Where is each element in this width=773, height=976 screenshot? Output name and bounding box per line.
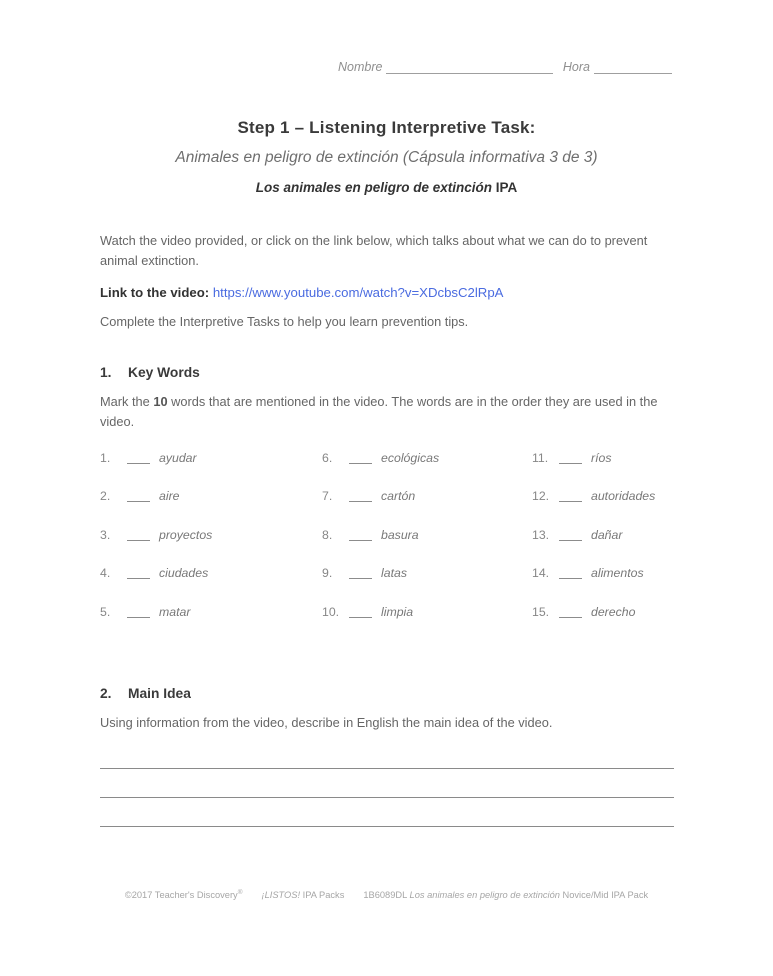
unit-title-suffix: IPA [492,180,518,195]
main-idea-heading-label: Main Idea [128,686,191,702]
answer-blank [349,528,372,541]
key-word-item [532,449,674,488]
main-idea-answer-area [100,740,674,827]
unit-title [0,180,773,195]
answer-blank [349,605,372,618]
writing-line [100,798,674,827]
answer-blank [127,528,150,541]
key-word-item [322,487,532,526]
key-word-item [532,487,674,526]
key-word-number: 4. [100,566,111,581]
main-idea-heading [100,686,674,701]
key-word-number: 15. [532,604,550,619]
key-words-instructions [100,392,674,433]
product-suffix: Novice/Mid IPA Pack [559,890,649,901]
name-hora-row [338,60,672,74]
answer-blank [349,489,372,502]
answer-blank [127,566,150,579]
page-footer [0,889,773,900]
key-word-item [100,487,322,526]
nombre-label: Nombre [338,60,383,74]
key-word-text: latas [381,566,407,581]
key-words-heading [100,365,674,380]
key-words-grid [100,449,674,642]
key-words-heading-label: Key Words [128,364,200,380]
key-word-text: aire [159,489,180,504]
key-words-column-3 [532,449,674,642]
key-word-number: 8. [322,527,333,542]
key-word-text: ciudades [159,566,209,581]
key-word-number: 6. [322,450,333,465]
key-word-text: matar [159,604,191,619]
instructions-bold-count: 10 [153,393,168,409]
key-word-text: limpia [381,604,414,619]
key-word-number: 2. [100,489,111,504]
answer-blank [559,566,582,579]
key-word-text: autoridades [591,489,656,504]
answer-blank [349,451,372,464]
key-word-text: proyectos [159,527,213,542]
key-words-column-1 [100,449,322,642]
key-word-number: 1. [100,450,111,465]
answer-blank [127,489,150,502]
key-word-item [532,526,674,565]
answer-blank [559,605,582,618]
main-idea-heading-number: 2. [100,686,112,702]
key-word-number: 5. [100,604,111,619]
page-subtitle: Animales en peligro de extinción (Cápsula informativa 3 de 3) [175,149,598,166]
content-area [100,231,674,827]
key-word-text: basura [381,527,419,542]
complete-tasks-text: Complete the Interpretive Tasks to help you learn prevention tips. [100,313,469,329]
answer-blank [559,451,582,464]
key-word-item [532,603,674,642]
unit-title-spanish: Los animales en peligro de extinción [255,180,493,195]
key-word-text: cartón [381,489,416,504]
product-title: Los animales en peligro de extinción [409,890,560,901]
key-word-number: 14. [532,566,550,581]
key-word-item [100,603,322,642]
key-word-item [100,526,322,565]
key-word-text: dañar [591,527,623,542]
hora-blank-line [594,60,672,74]
key-word-text: derecho [591,604,636,619]
key-word-item [532,564,674,603]
key-word-number: 10. [322,604,340,619]
key-word-number: 12. [532,489,550,504]
key-word-item [322,449,532,488]
key-word-text: alimentos [591,566,644,581]
key-word-number: 13. [532,527,550,542]
page-title: Step 1 – Listening Interpretive Task: [237,118,536,137]
key-word-item [100,564,322,603]
answer-blank [559,528,582,541]
main-idea-instructions: Using information from the video, describe in English the main idea of the video. [100,715,553,731]
key-word-number: 7. [322,489,333,504]
key-word-item [100,449,322,488]
writing-line [100,769,674,798]
video-link-row [100,285,674,300]
video-link[interactable]: https://www.youtube.com/watch?v=XDcbsC2lRpA [212,284,504,300]
registered-mark: ® [237,889,243,896]
instructions-post: words that are mentioned in the video. The words are in the order they are used in the video. [100,393,658,430]
product-code: 1B6089DL [363,890,410,901]
key-word-text: ríos [591,450,612,465]
answer-blank [349,566,372,579]
answer-blank [559,489,582,502]
key-words-heading-number: 1. [100,364,112,380]
key-word-item [322,526,532,565]
link-label: Link to the video: [100,284,210,300]
series-suffix: IPA Packs [300,890,345,901]
answer-blank [127,451,150,464]
instructions-pre: Mark the [100,393,154,409]
nombre-blank-line [386,60,552,74]
footer-product [363,890,648,900]
key-word-number: 9. [322,566,333,581]
key-words-column-2 [322,449,532,642]
series-name: ¡LISTOS! [261,890,301,901]
key-word-number: 11. [532,450,549,465]
answer-blank [127,605,150,618]
copyright-text: ©2017 Teacher's Discovery [124,890,238,901]
key-word-item [322,603,532,642]
intro-text: Watch the video provided, or click on the link below, which talks about what we can do to prevent animal extinction. [100,233,648,269]
key-word-text: ecológicas [381,450,440,465]
footer-series [262,890,345,900]
writing-line [100,740,674,769]
footer-copyright [125,889,243,900]
key-word-item [322,564,532,603]
key-word-text: ayudar [159,450,197,465]
hora-label: Hora [562,60,590,74]
key-word-number: 3. [100,527,111,542]
